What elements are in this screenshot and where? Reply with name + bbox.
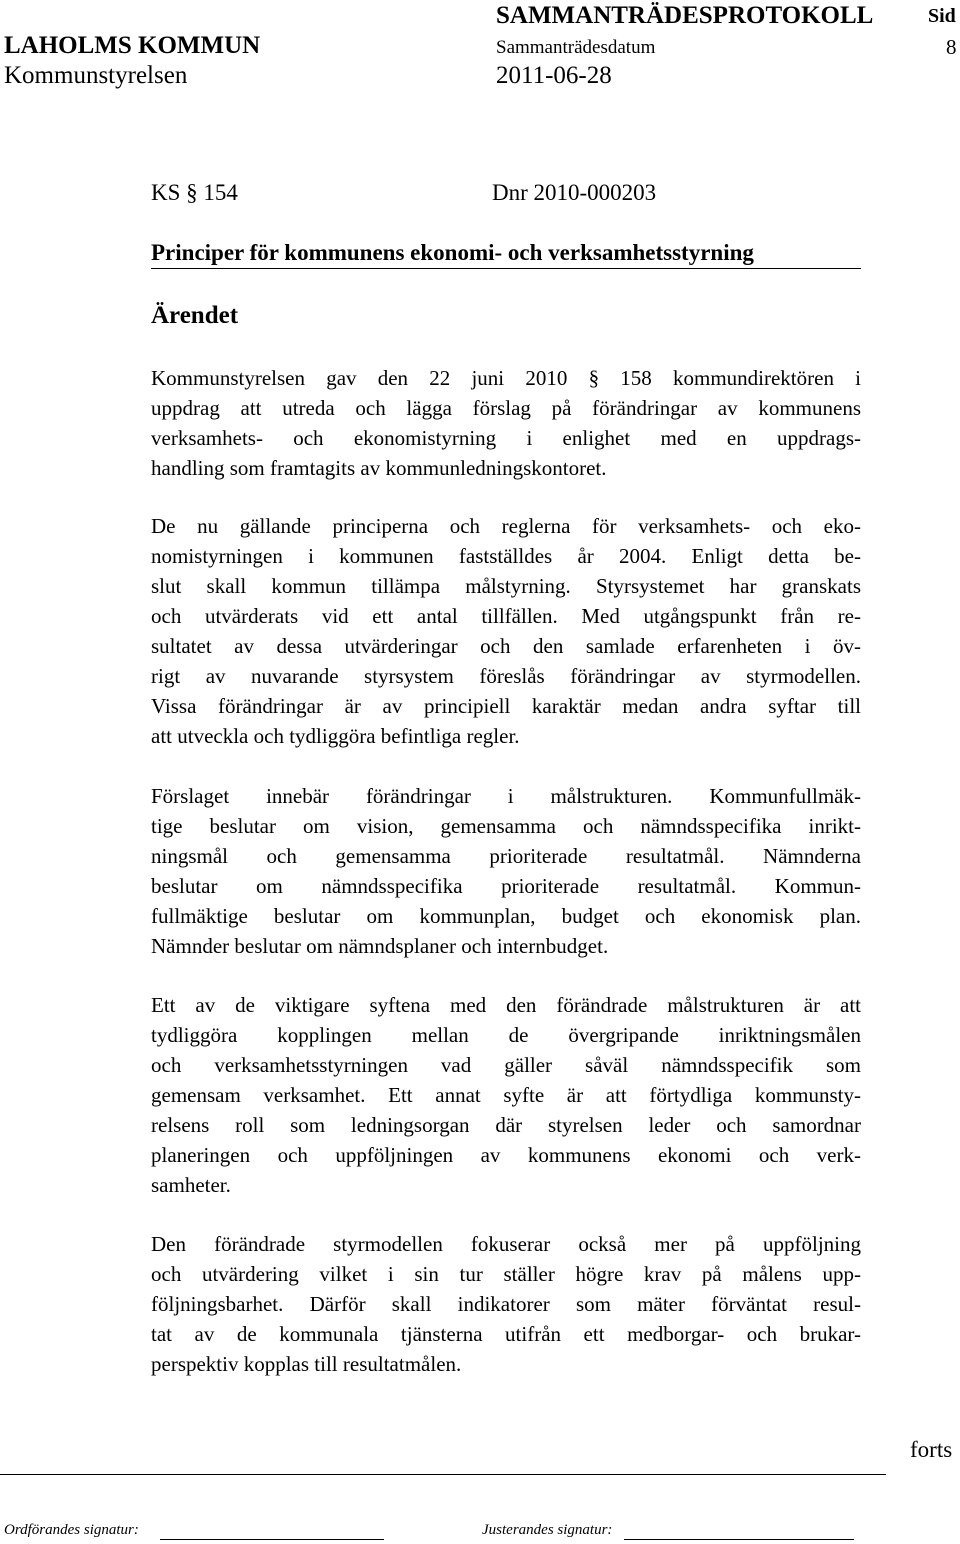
- board-name: Kommunstyrelsen: [4, 62, 188, 89]
- footer-divider: [0, 1474, 886, 1475]
- paragraph-line: samheter.: [151, 1173, 231, 1197]
- chair-signature-label: Ordförandes signatur:: [4, 1522, 139, 1538]
- adjuster-signature-line: [624, 1539, 854, 1540]
- paragraph-line: De nu gällande principerna och reglerna för verksamhets- och eko-: [151, 514, 861, 538]
- paragraph-line: Nämnder beslutar om nämndsplaner och internbudget.: [151, 934, 609, 958]
- meeting-date-label: Sammanträdesdatum: [496, 37, 656, 58]
- paragraph-line: rigt av nuvarande styrsystem föreslås förändringar av styrmodellen.: [151, 664, 861, 688]
- page-number: 8: [946, 35, 957, 59]
- case-paragraph-number: KS § 154: [151, 180, 238, 205]
- paragraph-line: fullmäktige beslutar om kommunplan, budget och ekonomisk plan.: [151, 904, 861, 928]
- paragraph-line: Vissa förändringar är av principiell karaktär medan andra syftar till: [151, 694, 861, 718]
- paragraph-line: tige beslutar om vision, gemensamma och nämndsspecifika inrikt-: [151, 814, 861, 838]
- paragraph-line: och utvärderats vid ett antal tillfällen. Med utgångspunkt från re-: [151, 604, 861, 628]
- paragraph-3: [151, 781, 861, 961]
- paragraph-1: [151, 363, 861, 483]
- paragraph-line: följningsbarhet. Därför skall indikatorer som mäter förväntat resul-: [151, 1292, 861, 1316]
- paragraph-line: tat av de kommunala tjänsterna utifrån ett medborgar- och brukar-: [151, 1322, 861, 1346]
- paragraph-line: gemensam verksamhet. Ett annat syfte är att förtydliga kommunsty-: [151, 1083, 861, 1107]
- paragraph-line: nomistyrningen i kommunen fastställdes år 2004. Enligt detta be-: [151, 544, 861, 568]
- section-heading: Ärendet: [151, 302, 239, 329]
- paragraph-line: verksamhets- och ekonomistyrning i enlighet med en uppdrags-: [151, 426, 861, 450]
- case-registry-number: Dnr 2010-000203: [492, 180, 657, 205]
- organization-name: LAHOLMS KOMMUN: [4, 32, 261, 59]
- chair-signature-line: [160, 1539, 384, 1540]
- paragraph-line: perspektiv kopplas till resultatmålen.: [151, 1352, 462, 1376]
- continued-marker: forts: [910, 1437, 953, 1462]
- case-title-block: [151, 240, 861, 269]
- paragraph-5: [151, 1229, 861, 1379]
- page-label: Sid: [928, 5, 956, 27]
- paragraph-line: ningsmål och gemensamma prioriterade resultatmål. Nämnderna: [151, 844, 861, 868]
- paragraph-line: Ett av de viktigare syftena med den förändrade målstrukturen är att: [151, 993, 861, 1017]
- adjuster-signature-label: Justerandes signatur:: [482, 1522, 613, 1538]
- paragraph-4: [151, 990, 861, 1200]
- case-title: Principer för kommunens ekonomi- och verksamhetsstyrning: [151, 240, 754, 265]
- paragraph-line: handling som framtagits av kommunledningskontoret.: [151, 456, 607, 480]
- paragraph-line: relsens roll som ledningsorgan där styrelsen leder och samordnar: [151, 1113, 861, 1137]
- meeting-date: 2011-06-28: [496, 62, 612, 89]
- paragraph-line: uppdrag att utreda och lägga förslag på förändringar av kommunens: [151, 396, 861, 420]
- paragraph-line: och verksamhetsstyrningen vad gäller såväl nämndsspecifik som: [151, 1053, 861, 1077]
- paragraph-line: Kommunstyrelsen gav den 22 juni 2010 § 158 kommundirektören i: [151, 366, 861, 390]
- paragraph-line: tydliggöra kopplingen mellan de övergripande inriktningsmålen: [151, 1023, 861, 1047]
- paragraph-line: planeringen och uppföljningen av kommunens ekonomi och verk-: [151, 1143, 861, 1167]
- paragraph-line: att utveckla och tydliggöra befintliga regler.: [151, 724, 520, 748]
- document-type: SAMMANTRÄDESPROTOKOLL: [496, 2, 874, 29]
- paragraph-line: Förslaget innebär förändringar i målstrukturen. Kommunfullmäk-: [151, 784, 861, 808]
- paragraph-line: och utvärdering vilket i sin tur ställer högre krav på målens upp-: [151, 1262, 861, 1286]
- paragraph-line: beslutar om nämndsspecifika prioriterade resultatmål. Kommun-: [151, 874, 861, 898]
- paragraph-line: slut skall kommun tillämpa målstyrning. Styrsystemet har granskats: [151, 574, 861, 598]
- paragraph-2: [151, 511, 861, 751]
- paragraph-line: sultatet av dessa utvärderingar och den samlade erfarenheten i öv-: [151, 634, 861, 658]
- paragraph-line: Den förändrade styrmodellen fokuserar också mer på uppföljning: [151, 1232, 861, 1256]
